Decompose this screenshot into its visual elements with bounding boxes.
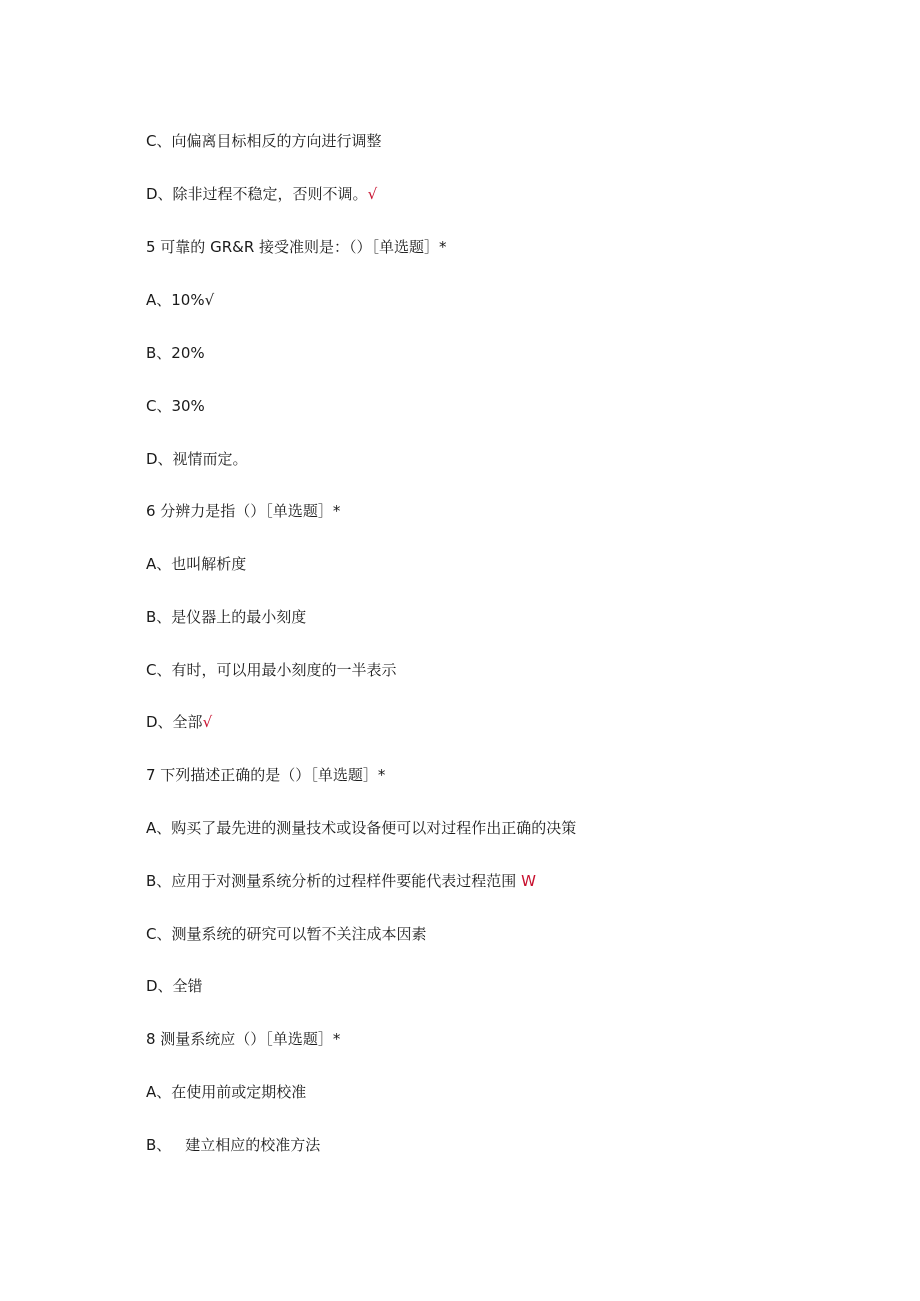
q7-option-d (146, 976, 203, 996)
line-text: 6 分辨力是指（）［单选题］* (146, 502, 341, 520)
question-8-title (146, 1029, 340, 1049)
line-text: C、30% (146, 397, 205, 415)
q4-option-d (146, 184, 377, 204)
line-text: D、全部 (146, 713, 203, 731)
line-text: B、应用于对测量系统分析的过程样件要能代表过程范围 (146, 872, 517, 890)
line-text: C、测量系统的研究可以暂不关注成本因素 (146, 925, 427, 943)
q5-option-b (146, 343, 205, 363)
line-text: C、有时，可以用最小刻度的一半表示 (146, 661, 397, 679)
line-text: D、视情而定。 (146, 450, 248, 468)
line-text: A、也叫解析度 (146, 555, 247, 573)
q6-option-a (146, 554, 246, 574)
q8-option-b (146, 1135, 320, 1155)
correct-mark: W (521, 872, 536, 890)
line-text: 8 测量系统应（）［单选题］* (146, 1030, 341, 1048)
line-text: A、10% (146, 291, 205, 309)
q6-option-c (146, 660, 396, 680)
question-5-title (146, 237, 447, 257)
line-text: B、20% (146, 344, 205, 362)
q5-option-a (146, 290, 214, 310)
line-text: 7 下列描述正确的是（）［单选题］* (146, 766, 386, 784)
line-text: D、全错 (146, 977, 203, 995)
line-text: D、除非过程不稳定，否则不调。 (146, 185, 368, 203)
q7-option-a (146, 818, 576, 838)
question-7-title (146, 765, 385, 785)
line-text: 5 可靠的 GR&R 接受准则是：（）［单选题］* (146, 238, 447, 256)
line-text: A、在使用前或定期校准 (146, 1083, 307, 1101)
q6-option-d (146, 712, 212, 732)
q8-option-a (146, 1082, 306, 1102)
q5-option-c (146, 396, 205, 416)
correct-check-mark: √ (204, 291, 215, 309)
line-text: C、向偏离目标相反的方向进行调整 (146, 132, 382, 150)
question-6-title (146, 501, 340, 521)
q5-option-d (146, 449, 248, 469)
line-text: B、是仪器上的最小刻度 (146, 608, 307, 626)
correct-check-mark: √ (367, 185, 378, 203)
q7-option-b (146, 871, 536, 891)
option-letter: B、 (146, 1136, 172, 1154)
line-text: 建立相应的校准方法 (185, 1136, 321, 1154)
line-text: A、购买了最先进的测量技术或设备便可以对过程作出正确的决策 (146, 819, 577, 837)
q4-option-c (146, 131, 381, 151)
q7-option-c (146, 924, 426, 944)
q6-option-b (146, 607, 306, 627)
correct-check-mark: √ (202, 713, 213, 731)
